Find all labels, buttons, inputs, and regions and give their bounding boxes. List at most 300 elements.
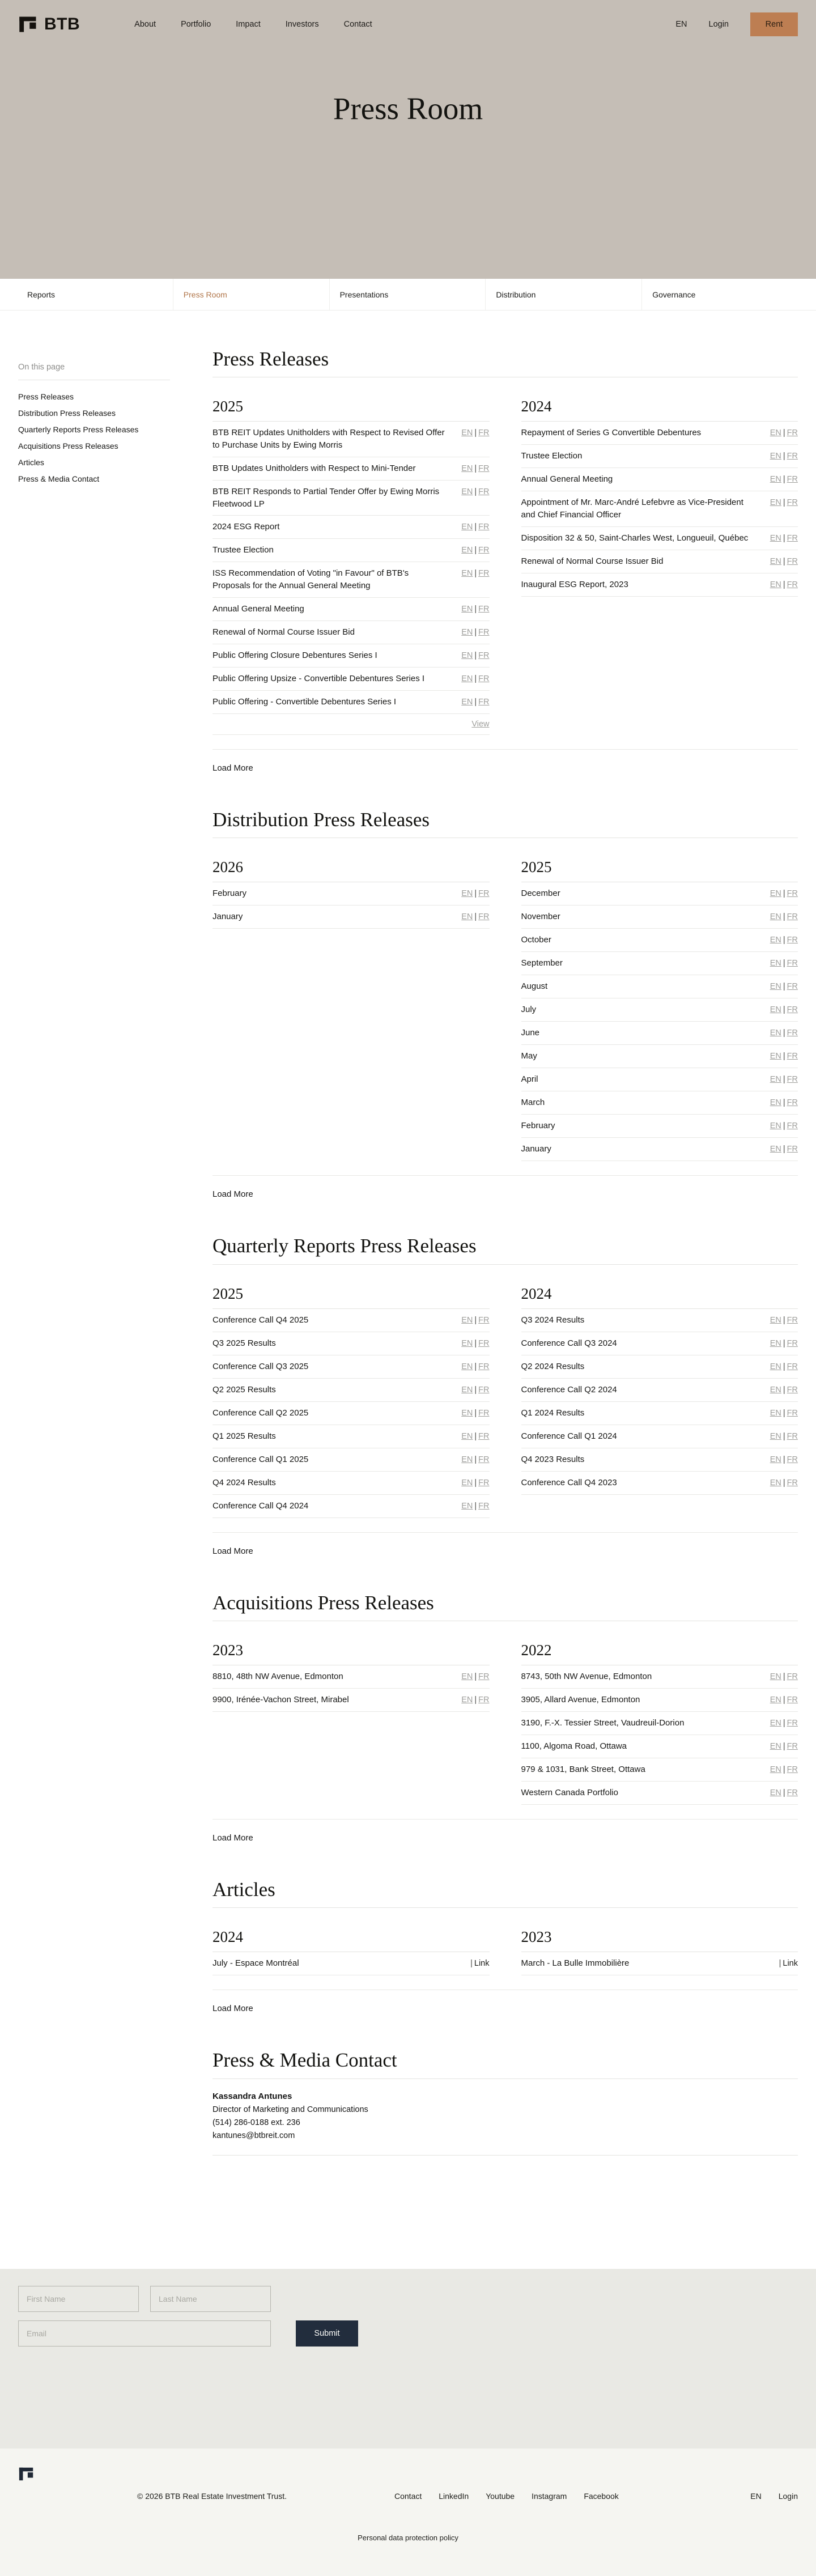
fr-link[interactable]: FR — [787, 936, 798, 945]
en-link[interactable]: EN — [461, 912, 473, 922]
en-link[interactable]: EN — [770, 959, 781, 968]
fr-link[interactable]: FR — [787, 1338, 798, 1348]
language-links — [770, 1787, 798, 1799]
list-item-title: January — [212, 912, 243, 922]
footer-link-youtube[interactable]: Youtube — [486, 2491, 515, 2501]
language-separator: | — [783, 1765, 785, 1775]
load-more-button[interactable]: Load More — [212, 1189, 253, 1200]
fr-link[interactable]: FR — [478, 428, 490, 438]
fr-link[interactable]: FR — [478, 627, 490, 637]
list-item-title: October — [521, 935, 551, 945]
language-separator: | — [783, 889, 785, 899]
en-link[interactable]: EN — [461, 697, 473, 707]
list-item-title: Conference Call Q4 2024 — [212, 1500, 309, 1511]
language-separator: | — [474, 464, 477, 473]
list-item-title: Disposition 32 & 50, Saint-Charles West, Longueuil, Québec — [521, 533, 749, 543]
fr-link[interactable]: FR — [478, 604, 490, 614]
language-separator: | — [783, 1408, 785, 1418]
fr-link[interactable]: FR — [478, 1408, 490, 1418]
language-links — [770, 1337, 798, 1350]
en-link[interactable]: EN — [461, 1501, 473, 1511]
language-links — [770, 1027, 798, 1039]
list-item-title: November — [521, 912, 560, 922]
language-separator: | — [474, 1362, 477, 1371]
tab-reports[interactable]: Reports — [27, 290, 56, 299]
language-links — [461, 1314, 489, 1327]
en-link[interactable]: EN — [770, 1121, 781, 1131]
fr-link[interactable]: FR — [787, 556, 798, 566]
list-item-title: Q2 2025 Results — [212, 1384, 276, 1395]
list-item-title: Conference Call Q1 2025 — [212, 1454, 309, 1464]
fr-link[interactable]: FR — [787, 1385, 798, 1395]
list-item — [521, 1448, 798, 1472]
en-link[interactable]: EN — [770, 1742, 781, 1751]
fr-link[interactable]: FR — [787, 889, 798, 899]
fr-link[interactable]: FR — [787, 533, 798, 543]
fr-link[interactable]: FR — [478, 487, 490, 496]
section-title: Acquisitions Press Releases — [212, 1592, 798, 1621]
list-item — [521, 1068, 798, 1091]
language-links — [461, 544, 489, 556]
language-separator: | — [783, 1362, 785, 1371]
nav-contact[interactable]: Contact — [343, 20, 372, 29]
en-link[interactable]: EN — [461, 1478, 473, 1487]
en-link[interactable]: EN — [461, 1672, 473, 1681]
nav-impact[interactable]: Impact — [236, 20, 261, 29]
language-links — [770, 473, 798, 486]
fr-link[interactable]: FR — [787, 1075, 798, 1085]
language-links — [461, 626, 489, 639]
fr-link[interactable]: FR — [478, 569, 490, 579]
en-link[interactable]: EN — [461, 1431, 473, 1441]
sidebar-item-press-media-contact[interactable]: Press & Media Contact — [18, 474, 100, 483]
fr-link[interactable]: FR — [787, 1765, 798, 1775]
en-link[interactable]: EN — [461, 569, 473, 579]
list-item — [521, 998, 798, 1022]
en-link[interactable]: EN — [770, 452, 781, 461]
en-link[interactable]: EN — [770, 475, 781, 484]
language-links — [770, 911, 798, 923]
list-item-title: Trustee Election — [521, 451, 583, 461]
en-link[interactable]: EN — [770, 889, 781, 899]
language-separator: | — [783, 1718, 785, 1728]
fr-link[interactable]: FR — [787, 1431, 798, 1441]
policy-row — [18, 2534, 798, 2542]
fr-link[interactable]: FR — [478, 1455, 490, 1464]
footer-btb-logo[interactable] — [18, 2466, 798, 2483]
list-item-title: 9900, Irénée-Vachon Street, Mirabel — [212, 1694, 349, 1704]
language-links — [770, 1050, 798, 1062]
tab-distribution[interactable]: Distribution — [485, 279, 641, 310]
language-separator: | — [474, 1478, 477, 1487]
load-more-button[interactable]: Load More — [212, 1546, 253, 1556]
fr-link[interactable]: FR — [787, 912, 798, 922]
language-links — [461, 427, 489, 439]
en-link[interactable]: EN — [461, 889, 473, 899]
list-item-title: July — [521, 1005, 537, 1015]
en-link[interactable]: EN — [461, 1385, 473, 1395]
en-link[interactable]: EN — [461, 674, 473, 683]
contact-name: Kassandra Antunes — [212, 2091, 292, 2101]
rent-button[interactable]: Rent — [750, 12, 798, 36]
language-separator: | — [474, 1385, 477, 1395]
contact-email-link[interactable]: kantunes@btbreit.com — [212, 2131, 295, 2140]
en-link[interactable]: EN — [461, 546, 473, 555]
fr-link[interactable]: FR — [787, 498, 798, 508]
articles-col-2023 — [521, 1908, 798, 1975]
list-item — [212, 668, 490, 691]
main-nav — [134, 20, 372, 29]
language-separator: | — [783, 1121, 785, 1131]
section-distribution-press-releases — [212, 809, 798, 1200]
en-link[interactable]: EN — [770, 1362, 781, 1371]
view-row — [212, 714, 490, 735]
sidebar-item-press-releases[interactable]: Press Releases — [18, 392, 74, 401]
year-heading: 2022 — [521, 1642, 798, 1665]
en-link[interactable]: EN — [770, 1005, 781, 1015]
language-links — [461, 1453, 489, 1466]
copyright-text: © 2026 BTB Real Estate Investment Trust. — [137, 2491, 287, 2501]
load-more-button[interactable]: Load More — [212, 2004, 253, 2014]
list-item — [212, 1425, 490, 1448]
en-link[interactable]: EN — [770, 982, 781, 992]
list-item — [212, 1332, 490, 1355]
fr-link[interactable]: FR — [478, 1478, 490, 1487]
section-title: Distribution Press Releases — [212, 809, 798, 838]
list-item-title: Conference Call Q2 2024 — [521, 1384, 617, 1395]
language-separator: | — [783, 1098, 785, 1108]
footer-link-linkedin[interactable]: LinkedIn — [439, 2491, 469, 2501]
en-link[interactable]: EN — [461, 604, 473, 614]
distribution-col-2025 — [521, 838, 798, 1161]
language-separator: | — [474, 428, 477, 438]
en-link[interactable]: EN — [770, 428, 781, 438]
language-separator: | — [783, 1028, 785, 1038]
acquisitions-col-2022 — [521, 1621, 798, 1805]
fr-link[interactable]: FR — [787, 1121, 798, 1131]
list-item — [212, 1402, 490, 1425]
email-input[interactable] — [18, 2320, 271, 2347]
list-item-title: February — [212, 889, 247, 899]
en-link[interactable]: EN — [770, 1028, 781, 1038]
fr-link[interactable]: FR — [478, 912, 490, 922]
section-title: Articles — [212, 1878, 798, 1908]
first-name-input[interactable] — [18, 2286, 139, 2312]
sidebar-item-quarterly-reports-press-releases[interactable]: Quarterly Reports Press Releases — [18, 425, 139, 434]
fr-link[interactable]: FR — [787, 1315, 798, 1325]
language-links — [770, 1740, 798, 1753]
fr-link[interactable]: FR — [787, 1672, 798, 1681]
nav-about[interactable]: About — [134, 20, 156, 29]
en-link[interactable]: EN — [770, 1718, 781, 1728]
list-item — [212, 481, 490, 516]
section-acquisitions — [212, 1592, 798, 1843]
language-links — [770, 1143, 798, 1155]
en-link[interactable]: EN — [770, 533, 781, 543]
view-link[interactable]: View — [471, 719, 490, 729]
en-link[interactable]: EN — [770, 1098, 781, 1108]
fr-link[interactable]: FR — [478, 1672, 490, 1681]
list-item — [521, 1402, 798, 1425]
login-link[interactable]: Login — [708, 20, 729, 29]
list-item — [521, 1091, 798, 1115]
fr-link[interactable]: FR — [787, 959, 798, 968]
language-links — [461, 887, 489, 900]
list-item — [521, 1022, 798, 1045]
en-link[interactable]: EN — [770, 1672, 781, 1681]
list-item-title: March — [521, 1098, 545, 1108]
fr-link[interactable]: FR — [478, 674, 490, 683]
fr-link[interactable]: FR — [478, 1385, 490, 1395]
list-item — [212, 1379, 490, 1402]
footer-links-row — [18, 2492, 798, 2501]
fr-link[interactable]: FR — [478, 522, 490, 532]
list-item-title: Inaugural ESG Report, 2023 — [521, 579, 628, 589]
article-link[interactable]: Link — [474, 1959, 490, 1969]
fr-link[interactable]: FR — [787, 1788, 798, 1798]
language-separator: | — [474, 546, 477, 555]
fr-link[interactable]: FR — [787, 1455, 798, 1464]
nav-investors[interactable]: Investors — [285, 20, 319, 29]
list-item-title: Q1 2024 Results — [521, 1408, 585, 1418]
article-link[interactable]: Link — [783, 1959, 798, 1969]
en-link[interactable]: EN — [770, 1315, 781, 1325]
language-separator: | — [474, 1408, 477, 1418]
list-item-title: Conference Call Q2 2025 — [212, 1408, 309, 1418]
fr-link[interactable]: FR — [478, 1338, 490, 1348]
on-this-page-sidebar — [18, 348, 170, 2156]
list-item-title: 3190, F.-X. Tessier Street, Vaudreuil-Dorion — [521, 1718, 685, 1728]
en-link[interactable]: EN — [461, 1695, 473, 1704]
language-links — [770, 1407, 798, 1419]
list-item-title: Conference Call Q4 2025 — [212, 1315, 309, 1325]
fr-link[interactable]: FR — [787, 1478, 798, 1487]
list-item — [212, 1665, 490, 1689]
en-link[interactable]: EN — [461, 1408, 473, 1418]
fr-link[interactable]: FR — [478, 697, 490, 707]
language-separator: | — [783, 498, 785, 508]
language-links — [770, 496, 798, 509]
fr-link[interactable]: FR — [787, 428, 798, 438]
list-item-title: Q2 2024 Results — [521, 1361, 585, 1371]
list-item — [212, 691, 490, 714]
language-links — [461, 911, 489, 923]
en-link[interactable]: EN — [461, 487, 473, 496]
en-link[interactable]: EN — [770, 1075, 781, 1085]
fr-link[interactable]: FR — [787, 1145, 798, 1154]
language-links — [461, 696, 489, 708]
en-link[interactable]: EN — [461, 1455, 473, 1464]
language-separator: | — [783, 1052, 785, 1061]
distribution-col-2026 — [212, 838, 490, 929]
en-link[interactable]: EN — [461, 651, 473, 660]
en-link[interactable]: EN — [770, 1338, 781, 1348]
fr-link[interactable]: FR — [787, 1695, 798, 1704]
en-link[interactable]: EN — [770, 1385, 781, 1395]
list-item — [212, 1309, 490, 1332]
en-link[interactable]: EN — [770, 1052, 781, 1061]
footer-link-instagram[interactable]: Instagram — [532, 2491, 567, 2501]
fr-link[interactable]: FR — [787, 580, 798, 589]
load-more-button[interactable]: Load More — [212, 1833, 253, 1843]
press-releases-col-2024 — [521, 377, 798, 597]
load-more-button[interactable]: Load More — [212, 763, 253, 773]
fr-link[interactable]: FR — [478, 651, 490, 660]
section-title: Press & Media Contact — [212, 2049, 798, 2078]
fr-link[interactable]: FR — [787, 1005, 798, 1015]
en-link[interactable]: EN — [770, 1145, 781, 1154]
footer-login-link[interactable]: Login — [778, 2491, 798, 2501]
nav-portfolio[interactable]: Portfolio — [181, 20, 211, 29]
language-links — [770, 980, 798, 993]
list-item — [521, 952, 798, 975]
en-link[interactable]: EN — [461, 627, 473, 637]
en-link[interactable]: EN — [770, 1695, 781, 1704]
footer-link-facebook[interactable]: Facebook — [584, 2491, 619, 2501]
fr-link[interactable]: FR — [787, 1028, 798, 1038]
language-links — [770, 1717, 798, 1729]
list-item — [212, 422, 490, 457]
sidebar-item-distribution-press-releases[interactable]: Distribution Press Releases — [18, 409, 116, 418]
language-separator: | — [474, 674, 477, 683]
fr-link[interactable]: FR — [478, 1431, 490, 1441]
en-link[interactable]: EN — [461, 428, 473, 438]
fr-link[interactable]: FR — [787, 1742, 798, 1751]
section-footer — [212, 1532, 798, 1557]
language-separator: | — [474, 651, 477, 660]
list-item — [521, 1735, 798, 1758]
language-separator: | — [474, 1672, 477, 1681]
language-separator: | — [783, 959, 785, 968]
fr-link[interactable]: FR — [478, 1315, 490, 1325]
language-separator: | — [783, 1431, 785, 1441]
list-item-title: 8810, 48th NW Avenue, Edmonton — [212, 1671, 343, 1681]
language-links — [770, 957, 798, 970]
list-item-title: April — [521, 1074, 538, 1085]
en-link[interactable]: EN — [461, 464, 473, 473]
year-heading: 2025 — [521, 858, 798, 882]
language-separator: | — [474, 1338, 477, 1348]
language-separator: | — [474, 522, 477, 532]
list-item — [521, 882, 798, 906]
sidebar-item-articles[interactable]: Articles — [18, 458, 44, 467]
fr-link[interactable]: FR — [787, 1052, 798, 1061]
list-item — [212, 1448, 490, 1472]
fr-link[interactable]: FR — [478, 889, 490, 899]
language-links — [770, 887, 798, 900]
list-item — [521, 573, 798, 597]
list-item — [521, 527, 798, 550]
year-heading: 2025 — [212, 398, 490, 422]
en-link[interactable]: EN — [770, 912, 781, 922]
language-separator: | — [783, 475, 785, 484]
language-separator: | — [783, 982, 785, 992]
list-item — [212, 539, 490, 562]
fr-link[interactable]: FR — [787, 475, 798, 484]
language-links — [770, 1384, 798, 1396]
language-separator: | — [474, 1455, 477, 1464]
en-link[interactable]: EN — [770, 936, 781, 945]
en-link[interactable]: EN — [770, 1478, 781, 1487]
fr-link[interactable]: FR — [787, 1098, 798, 1108]
en-link[interactable]: EN — [770, 556, 781, 566]
language-separator: | — [783, 1742, 785, 1751]
en-link[interactable]: EN — [770, 1788, 781, 1798]
fr-link[interactable]: FR — [478, 546, 490, 555]
btb-logo[interactable] — [18, 14, 80, 35]
section-articles — [212, 1878, 798, 2014]
privacy-policy-link[interactable]: Personal data protection policy — [358, 2533, 458, 2542]
quarterly-col-2025 — [212, 1265, 490, 1518]
list-item-title: Annual General Meeting — [521, 474, 613, 484]
footer-language-toggle[interactable]: EN — [750, 2491, 762, 2501]
list-item-title: Q4 2024 Results — [212, 1477, 276, 1487]
year-heading: 2023 — [521, 1928, 798, 1952]
en-link[interactable]: EN — [461, 1315, 473, 1325]
fr-link[interactable]: FR — [787, 452, 798, 461]
fr-link[interactable]: FR — [787, 1718, 798, 1728]
footer-link-contact[interactable]: Contact — [394, 2491, 422, 2501]
tab-presentations[interactable]: Presentations — [329, 279, 486, 310]
page-body — [0, 348, 816, 2156]
fr-link[interactable]: FR — [787, 1408, 798, 1418]
language-links — [770, 934, 798, 946]
list-item-title: ISS Recommendation of Voting "in Favour" of BTB's Proposals for the Annual General Meeting — [212, 568, 409, 591]
sidebar-item-acquisitions-press-releases[interactable]: Acquisitions Press Releases — [18, 441, 118, 450]
en-link[interactable]: EN — [770, 1408, 781, 1418]
tab-press-room[interactable]: Press Room — [173, 279, 329, 310]
list-item — [521, 975, 798, 998]
fr-link[interactable]: FR — [787, 982, 798, 992]
en-link[interactable]: EN — [770, 1431, 781, 1441]
submit-button[interactable]: Submit — [296, 2320, 358, 2347]
en-link[interactable]: EN — [770, 498, 781, 508]
language-links — [770, 1670, 798, 1683]
fr-link[interactable]: FR — [478, 464, 490, 473]
fr-link[interactable]: FR — [787, 1362, 798, 1371]
list-item-title: Conference Call Q1 2024 — [521, 1431, 617, 1441]
list-item-title: 8743, 50th NW Avenue, Edmonton — [521, 1671, 652, 1681]
language-links — [461, 1384, 489, 1396]
language-links — [461, 462, 489, 475]
fr-link[interactable]: FR — [478, 1362, 490, 1371]
list-item-title: BTB REIT Updates Unitholders with Respect to Revised Offer to Purchase Units by Ewing Morris — [212, 428, 445, 450]
tab-governance[interactable]: Governance — [641, 279, 798, 310]
list-item-title: Renewal of Normal Course Issuer Bid — [521, 556, 664, 566]
en-link[interactable]: EN — [461, 1338, 473, 1348]
language-links — [770, 1694, 798, 1706]
main-content — [212, 348, 798, 2156]
en-link[interactable]: EN — [770, 580, 781, 589]
language-toggle[interactable]: EN — [675, 20, 687, 29]
list-item — [521, 1782, 798, 1805]
list-item-title: BTB Updates Unitholders with Respect to Mini-Tender — [212, 463, 416, 473]
en-link[interactable]: EN — [461, 1362, 473, 1371]
section-title: Quarterly Reports Press Releases — [212, 1235, 798, 1264]
last-name-input[interactable] — [150, 2286, 271, 2312]
en-link[interactable]: EN — [770, 1455, 781, 1464]
en-link[interactable]: EN — [770, 1765, 781, 1775]
fr-link[interactable]: FR — [478, 1501, 490, 1511]
language-separator: | — [783, 1315, 785, 1325]
list-item — [521, 1425, 798, 1448]
language-links — [770, 1361, 798, 1373]
fr-link[interactable]: FR — [478, 1695, 490, 1704]
list-item — [212, 1472, 490, 1495]
list-item-title: July - Espace Montréal — [212, 1958, 299, 1969]
list-item — [521, 929, 798, 952]
en-link[interactable]: EN — [461, 522, 473, 532]
